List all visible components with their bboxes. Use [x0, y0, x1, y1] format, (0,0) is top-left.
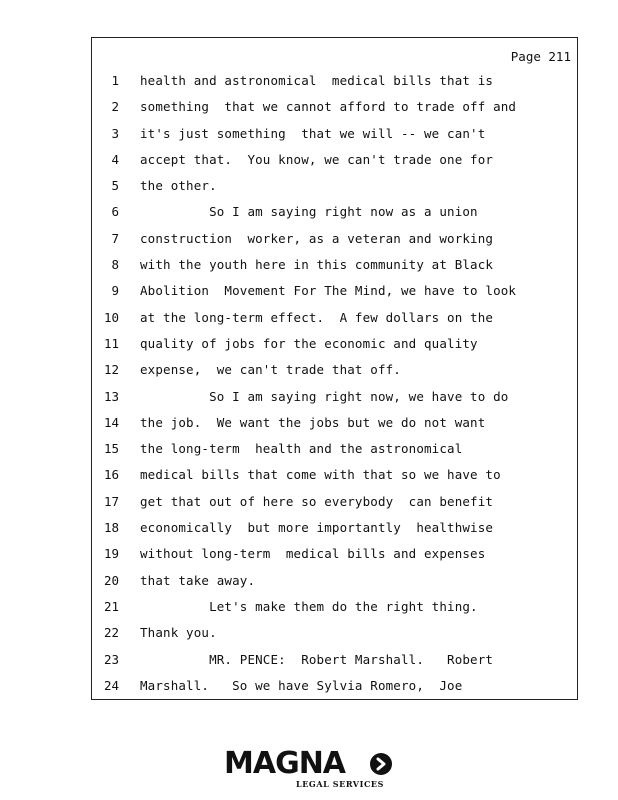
- line-text: So I am saying right now, we have to do: [140, 388, 509, 404]
- transcript-line: [92, 594, 577, 620]
- line-text: Let's make them do the right thing.: [140, 598, 478, 614]
- line-text: Thank you.: [140, 625, 217, 641]
- line-number: 22: [103, 625, 119, 641]
- transcript-line: [92, 278, 577, 304]
- logo-word: MAGNA: [224, 746, 346, 781]
- line-text: get that out of here so everybody can benefit: [140, 493, 494, 509]
- transcript-line: [92, 305, 577, 331]
- line-text: accept that. You know, we can't trade one for: [140, 151, 494, 167]
- transcript-line: [92, 436, 577, 462]
- line-text: the long-term health and the astronomical: [140, 441, 463, 457]
- line-text: Abolition Movement For The Mind, we have to look: [140, 283, 517, 299]
- transcript-line: [92, 173, 577, 199]
- transcript-line: [92, 331, 577, 357]
- line-text: without long-term medical bills and expenses: [140, 546, 486, 562]
- transcript-line: [92, 410, 577, 436]
- logo-subtitle: LEGAL SERVICES: [296, 779, 385, 789]
- line-text: that take away.: [140, 572, 256, 588]
- line-text: with the youth here in this community at Black: [140, 257, 494, 273]
- line-text: Marshall. So we have Sylvia Romero, Joe: [140, 677, 463, 693]
- line-text: MR. PENCE: Robert Marshall. Robert: [140, 651, 494, 667]
- line-number: 9: [111, 283, 119, 299]
- transcript-line: [92, 121, 577, 147]
- line-number: 6: [111, 204, 119, 220]
- transcript-line: [92, 226, 577, 252]
- line-number: 11: [103, 335, 119, 351]
- transcript-page: [91, 37, 578, 700]
- transcript-line: [92, 68, 577, 94]
- line-text: economically but more importantly healthwise: [140, 520, 494, 536]
- line-number: 5: [111, 178, 119, 194]
- line-number: 18: [103, 520, 119, 536]
- transcript-line: [92, 94, 577, 120]
- transcript-line: [92, 647, 577, 673]
- page-number: Page 211: [510, 49, 571, 64]
- line-number: 15: [103, 441, 119, 457]
- arrow-circle-icon: [370, 753, 392, 775]
- line-number: 24: [103, 677, 119, 693]
- line-text: it's just something that we will -- we can't: [140, 125, 486, 141]
- line-text: something that we cannot afford to trade off and: [140, 99, 517, 115]
- line-number: 4: [111, 151, 119, 167]
- transcript-line: [92, 357, 577, 383]
- transcript-line: [92, 515, 577, 541]
- transcript-line: [92, 568, 577, 594]
- transcript-line: [92, 462, 577, 488]
- line-number: 23: [103, 651, 119, 667]
- line-number: 19: [103, 546, 119, 562]
- line-number: 17: [103, 493, 119, 509]
- line-number: 16: [103, 467, 119, 483]
- line-number: 21: [103, 598, 119, 614]
- transcript-line: [92, 541, 577, 567]
- transcript-line: [92, 199, 577, 225]
- line-text: the job. We want the jobs but we do not want: [140, 414, 486, 430]
- transcript-line: [92, 489, 577, 515]
- line-text: health and astronomical medical bills that is: [140, 73, 494, 88]
- line-number: 1: [111, 73, 119, 88]
- line-number: 10: [103, 309, 119, 325]
- transcript-line: [92, 620, 577, 646]
- transcript-line: [92, 147, 577, 173]
- line-text: So I am saying right now as a union: [140, 204, 478, 220]
- transcript-line: [92, 252, 577, 278]
- line-number: 8: [111, 257, 119, 273]
- line-number: 20: [103, 572, 119, 588]
- line-number: 2: [111, 99, 119, 115]
- transcript-lines: [92, 68, 577, 699]
- line-text: expense, we can't trade that off.: [140, 362, 401, 378]
- line-text: construction worker, as a veteran and working: [140, 230, 494, 246]
- line-number: 14: [103, 414, 119, 430]
- line-number: 13: [103, 388, 119, 404]
- line-text: medical bills that come with that so we have to: [140, 467, 501, 483]
- line-text: quality of jobs for the economic and quality: [140, 335, 478, 351]
- line-number: 12: [103, 362, 119, 378]
- line-number: 3: [111, 125, 119, 141]
- transcript-line: [92, 673, 577, 699]
- magna-logo: [224, 748, 394, 792]
- line-text: at the long-term effect. A few dollars on the: [140, 309, 494, 325]
- line-number: 7: [111, 230, 119, 246]
- transcript-line: [92, 384, 577, 410]
- line-text: the other.: [140, 178, 217, 194]
